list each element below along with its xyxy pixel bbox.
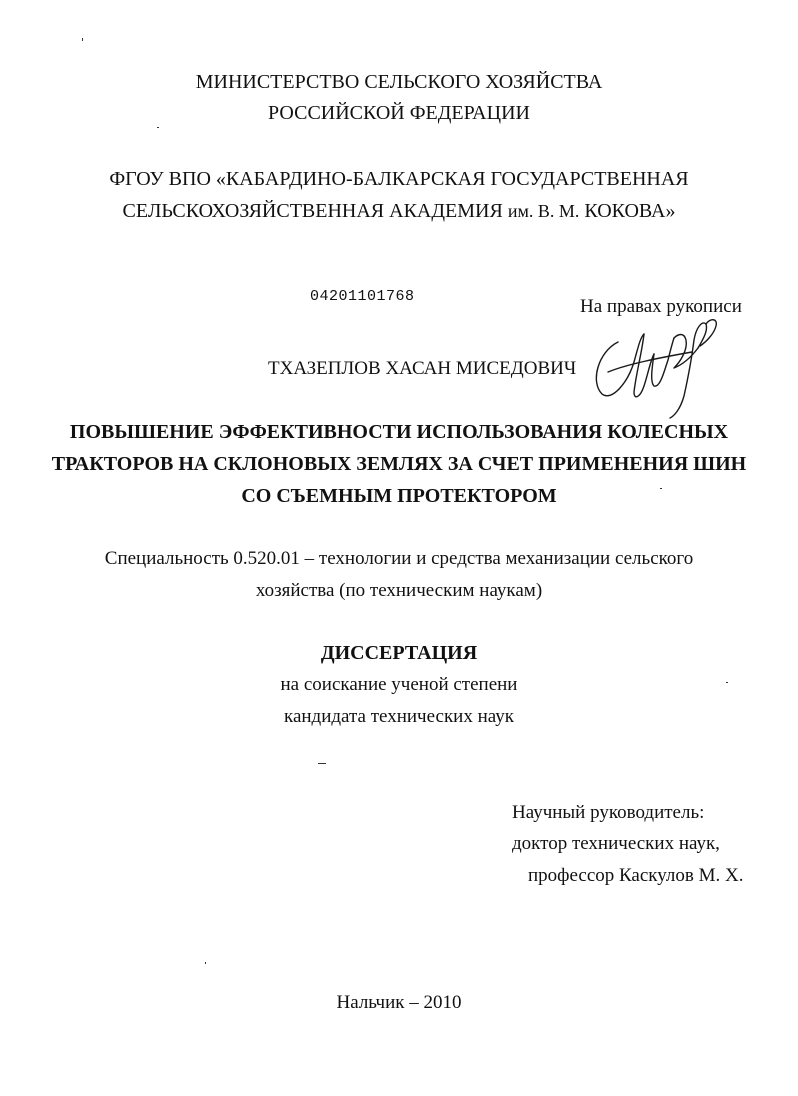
ministry-line-2: РОССИЙСКОЙ ФЕДЕРАЦИИ	[268, 102, 530, 124]
scan-speck	[205, 962, 206, 964]
scan-speck	[318, 763, 326, 764]
city-year: Нальчик – 2010	[336, 992, 462, 1013]
supervisor-degree: доктор технических наук,	[512, 833, 720, 854]
scan-speck	[726, 682, 728, 683]
title-line-2: ТРАКТОРОВ НА СКЛОНОВЫХ ЗЕМЛЯХ ЗА СЧЕТ ПРИМЕНЕНИЯ ШИН	[51, 453, 747, 475]
institution-line-1: ФГОУ ВПО «КАБАРДИНО-БАЛКАРСКАЯ ГОСУДАРСТВЕННАЯ	[109, 168, 689, 190]
institution-line-2	[0, 199, 798, 223]
degree-line-1: на соискание ученой степени	[280, 674, 518, 695]
degree-line-2: кандидата технических наук	[284, 706, 514, 727]
specialty-line-1: Специальность 0.520.01 – технологии и средства механизации сельского	[104, 548, 694, 569]
title-line-3: СО СЪЕМНЫМ ПРОТЕКТОРОМ	[241, 485, 557, 507]
title-line-1: ПОВЫШЕНИЕ ЭФФЕКТИВНОСТИ ИСПОЛЬЗОВАНИЯ КОЛЕСНЫХ	[69, 421, 729, 443]
supervisor-name: профессор Каскулов М. Х.	[528, 865, 744, 886]
specialty-line-2: хозяйства (по техническим наукам)	[255, 580, 543, 601]
author-name: ТХАЗЕПЛОВ ХАСАН МИСЕДОВИЧ	[268, 358, 577, 379]
registration-number: 04201101768	[310, 288, 415, 305]
ministry-line-1: МИНИСТЕРСТВО СЕЛЬСКОГО ХОЗЯЙСТВА	[195, 71, 603, 93]
institution-name-part-3: КОКОВА»	[584, 200, 676, 222]
scan-speck	[660, 488, 662, 489]
signature	[588, 312, 728, 422]
institution-name-part-1: СЕЛЬСКОХОЗЯЙСТВЕННАЯ АКАДЕМИЯ	[122, 200, 503, 222]
scan-speck	[157, 127, 159, 128]
institution-name-part-2: им. В. М.	[507, 201, 580, 221]
scan-speck	[82, 38, 83, 41]
manuscript-rights-note: На правах рукописи	[580, 296, 742, 317]
supervisor-label: Научный руководитель:	[512, 802, 705, 823]
document-type-heading: ДИССЕРТАЦИЯ	[320, 642, 478, 664]
